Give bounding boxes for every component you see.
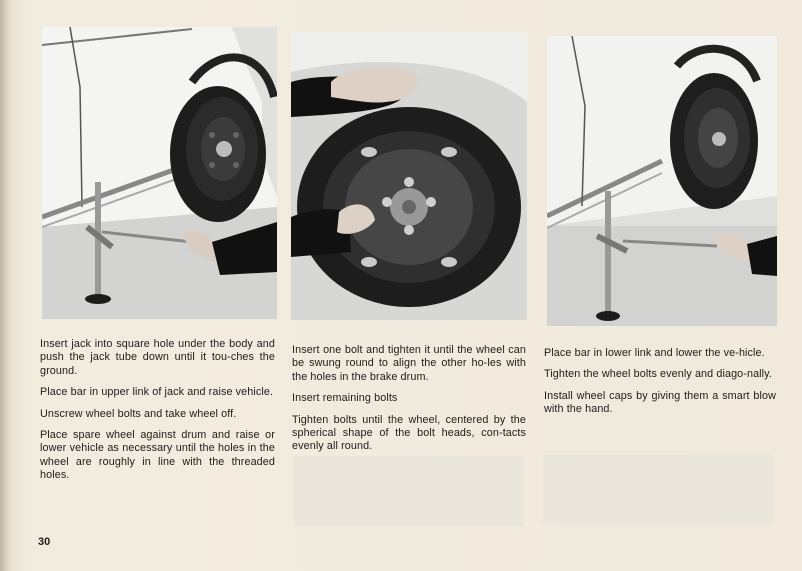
instruction-paragraph: Unscrew wheel bolts and take wheel off.: [40, 407, 237, 420]
jack-raising-illustration: [42, 27, 277, 319]
binding-shadow: [0, 0, 10, 571]
instruction-paragraph: Tighten the wheel bolts evenly and diago-nally.: [544, 368, 772, 381]
instruction-column-2: [292, 344, 526, 462]
photo-jack-raising: [42, 27, 277, 319]
instruction-paragraph: Tighten bolts until the wheel, centered by the spherical shape of the bolt heads, con-tacts evenly all round.: [292, 413, 526, 453]
instruction-paragraph: Install wheel caps by giving them a smart blow with the hand.: [544, 389, 776, 416]
instruction-paragraph: Place bar in lower link and lower the ve-hicle.: [544, 347, 765, 359]
bleedthrough-area: [543, 455, 773, 525]
photo-lower-vehicle: [547, 36, 777, 326]
instruction-paragraph: Insert remaining bolts: [292, 392, 398, 405]
instruction-paragraph: Insert one bolt and tighten it until the wheel can be swung round to align the other ho-les with the holes in the brake drum.: [292, 344, 526, 383]
lower-vehicle-illustration: [547, 36, 777, 326]
instruction-paragraph: Place bar in upper link of jack and raise vehicle.: [40, 386, 274, 399]
page-number: 30: [38, 536, 51, 548]
instruction-column-3: [544, 347, 776, 425]
instruction-column-1: [40, 338, 275, 491]
bleedthrough-area: [294, 456, 524, 526]
wheel-bolts-illustration: [291, 32, 527, 320]
instruction-paragraph: Place spare wheel against drum and raise or lower vehicle as necessary until the holes in the wheel are roughly in line with the threaded holes.: [40, 429, 275, 482]
photo-wheel-bolts: [291, 32, 527, 320]
instruction-paragraph: Insert jack into square hole under the body and push the jack tube down until it tou-ches the ground.: [40, 338, 275, 377]
